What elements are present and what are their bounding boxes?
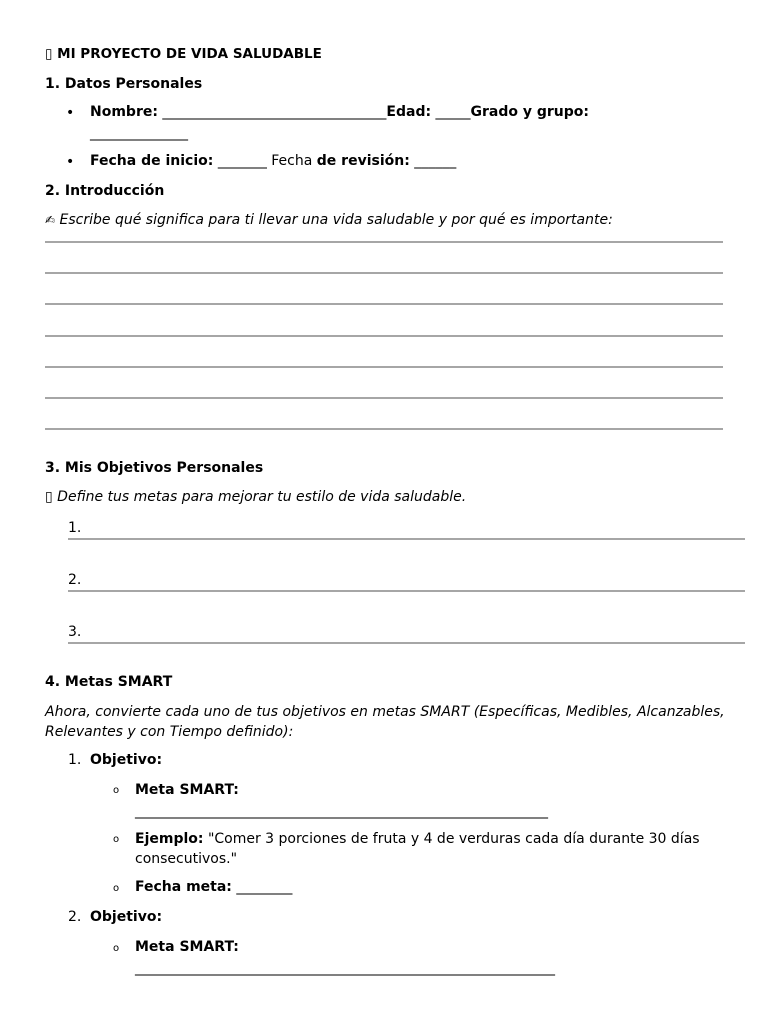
sub-bullet: o [113, 834, 120, 845]
fecha-inicio-field[interactable]: _______ [217, 153, 267, 169]
fecha-meta [135, 877, 292, 897]
section-2-heading: 2. Introducción [45, 183, 165, 199]
page-title-text: MI PROYECTO DE VIDA SALUDABLE [57, 46, 322, 62]
writing-line[interactable] [45, 397, 723, 399]
objective-number: 2. [68, 572, 82, 588]
target-icon: ▯ [45, 489, 53, 505]
writing-line[interactable] [45, 366, 723, 368]
smart-objective-number: 2. [68, 909, 82, 925]
sub-bullet: o [113, 883, 120, 894]
writing-line[interactable] [45, 241, 723, 243]
sub-bullet: o [113, 785, 120, 796]
objective-number: 1. [68, 520, 82, 536]
bullet: • [66, 105, 75, 121]
smart-objective-label: Objetivo: [90, 752, 163, 768]
smart-objective-number: 1. [68, 752, 82, 768]
objectives-prompt-text: Define tus metas para mejorar tu estilo de vida saludable. [57, 489, 467, 505]
smart-objective-label: Objetivo: [90, 909, 163, 925]
writing-line[interactable] [45, 272, 723, 274]
edad-label: Edad: [386, 104, 432, 120]
fecha-meta-field[interactable]: ________ [236, 879, 293, 895]
smart-intro: Ahora, convierte cada uno de tus objetivos en metas SMART (Específicas, Medibles, Alcanzables, Relevantes y con Tiempo definido): [45, 704, 725, 740]
revision-field[interactable]: ______ [414, 153, 457, 169]
datos-line-1 [90, 102, 589, 122]
section-1-heading: 1. Datos Personales [45, 76, 203, 92]
nombre-field[interactable]: ________________________________ [162, 104, 387, 120]
objective-line[interactable] [68, 642, 745, 644]
writing-line[interactable] [45, 303, 723, 305]
page-title [45, 44, 322, 64]
intro-prompt [45, 210, 613, 230]
datos-line-2 [90, 151, 456, 171]
nombre-label: Nombre: [90, 104, 158, 120]
writing-line[interactable] [45, 428, 723, 430]
section-4-heading: 4. Metas SMART [45, 674, 173, 690]
grado-field[interactable]: ______________ [90, 125, 188, 141]
fecha-word: Fecha [271, 153, 313, 169]
edad-field[interactable]: _____ [435, 104, 471, 120]
writing-hand-icon: ✍ [45, 213, 56, 227]
objectives-prompt [45, 487, 466, 507]
fecha-meta-label: Fecha meta: [135, 879, 232, 895]
objective-number: 3. [68, 624, 82, 640]
meta-smart-field[interactable]: ___________________________________________________________ [135, 803, 548, 819]
meta-smart-label: Meta SMART: [135, 939, 239, 955]
ejemplo-text: "Comer 3 porciones de fruta y 4 de verduras cada día durante 30 días consecutivos." [135, 831, 700, 867]
fecha-inicio-label: Fecha de inicio: [90, 153, 214, 169]
meta-smart-field[interactable]: ____________________________________________________________ [135, 960, 555, 976]
bullet: • [66, 154, 75, 170]
document-icon: ▯ [45, 46, 53, 62]
ejemplo-label: Ejemplo: [135, 831, 204, 847]
section-3-heading: 3. Mis Objetivos Personales [45, 460, 264, 476]
objective-line[interactable] [68, 590, 745, 592]
meta-smart-label: Meta SMART: [135, 782, 239, 798]
grado-label: Grado y grupo: [470, 104, 590, 120]
sub-bullet: o [113, 943, 120, 954]
revision-label: de revisión: [316, 153, 410, 169]
objective-line[interactable] [68, 538, 745, 540]
writing-line[interactable] [45, 335, 723, 337]
intro-prompt-text: Escribe qué significa para ti llevar una vida saludable y por qué es importante: [59, 212, 613, 228]
ejemplo [135, 829, 725, 869]
